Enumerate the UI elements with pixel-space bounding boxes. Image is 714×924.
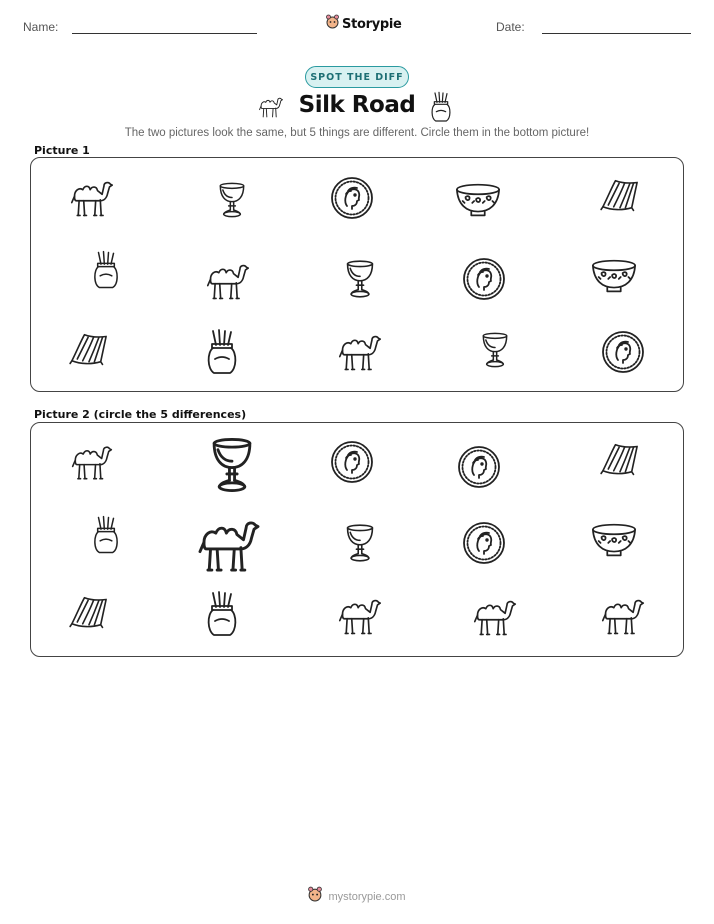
spice-jar-icon — [429, 91, 453, 128]
footer — [0, 886, 714, 907]
camel-icon[interactable] — [600, 595, 646, 637]
camel-icon[interactable] — [472, 596, 518, 638]
name-label: Name: — [23, 20, 59, 34]
camel-icon[interactable] — [337, 595, 383, 637]
bowl-icon — [590, 257, 638, 297]
storypie-mascot-icon — [326, 14, 339, 34]
coin-icon — [601, 330, 645, 374]
camel-icon[interactable] — [70, 442, 114, 482]
camel-icon — [69, 177, 115, 219]
camel-icon — [205, 260, 251, 302]
picture-1-label: Picture 1 — [34, 144, 90, 157]
goblet-icon[interactable] — [209, 433, 255, 497]
footer-url: mystorypie.com — [328, 890, 406, 903]
goblet-icon — [217, 178, 247, 222]
goblet-icon — [480, 328, 510, 372]
name-line[interactable] — [72, 33, 257, 34]
spice-jar-icon[interactable] — [91, 513, 121, 557]
bowl-icon[interactable] — [590, 521, 638, 561]
date-line[interactable] — [542, 33, 691, 34]
goblet-icon — [344, 257, 376, 301]
camel-icon[interactable] — [196, 516, 262, 574]
coin-icon[interactable] — [462, 521, 506, 565]
brand-name: Storypie — [342, 16, 402, 32]
picture-2-label: Picture 2 (circle the 5 differences) — [34, 408, 247, 421]
camel-icon — [337, 331, 383, 373]
bowl-icon — [454, 181, 502, 221]
coin-icon[interactable] — [330, 440, 374, 484]
instructions: The two pictures look the same, but 5 things are different. Circle them in the bottom picture! — [124, 127, 590, 139]
date-label: Date: — [496, 20, 525, 34]
spice-jar-icon — [91, 248, 121, 292]
storypie-mascot-icon — [308, 886, 322, 907]
page-title: Silk Road — [298, 92, 416, 118]
spice-jar-icon — [204, 329, 240, 375]
cloth-icon[interactable] — [67, 595, 111, 631]
coin-icon — [330, 176, 374, 220]
spice-jar-icon[interactable] — [204, 591, 240, 637]
spot-the-diff-badge: SPOT THE DIFF — [305, 66, 409, 88]
brand-logo — [326, 14, 402, 34]
cloth-icon — [67, 332, 111, 368]
coin-icon[interactable] — [457, 445, 501, 489]
camel-icon — [258, 94, 284, 125]
coin-icon — [462, 257, 506, 301]
goblet-icon[interactable] — [344, 521, 376, 565]
cloth-icon[interactable] — [598, 442, 642, 478]
cloth-icon — [598, 178, 642, 214]
